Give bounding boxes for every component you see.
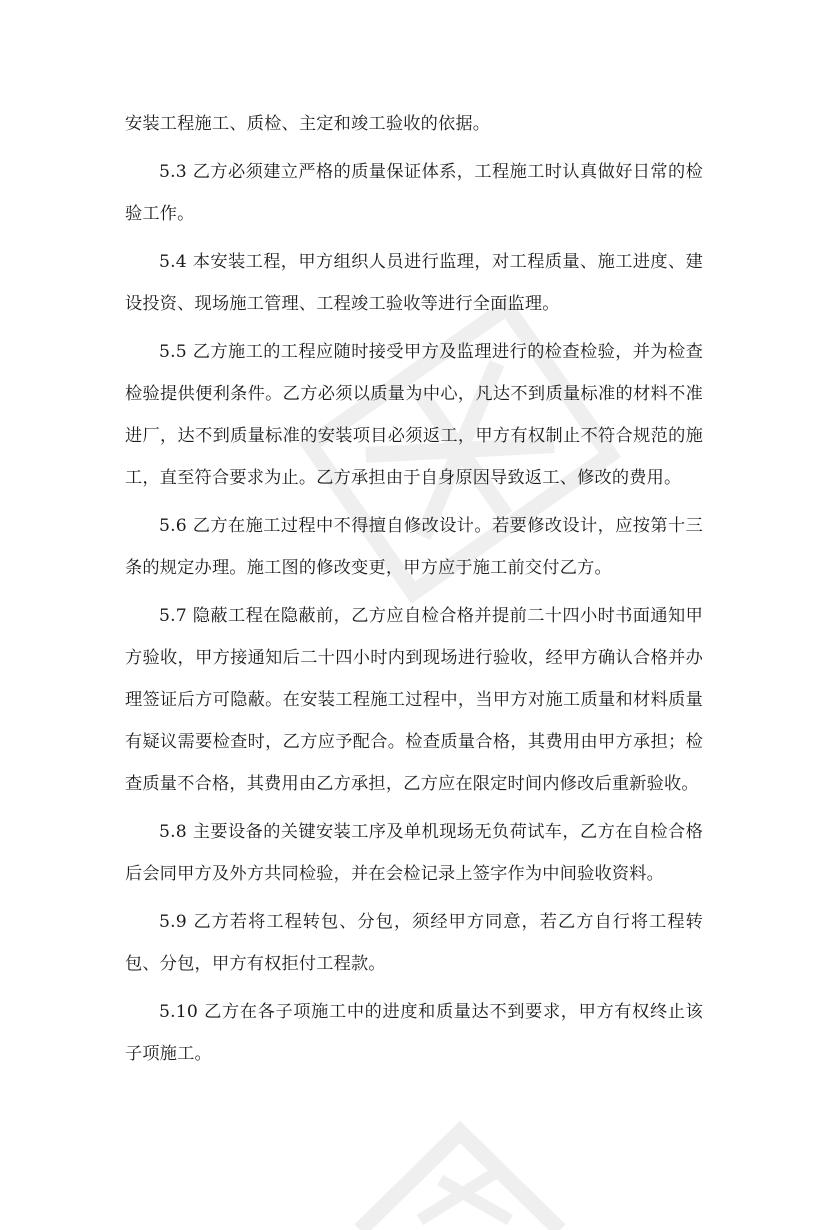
clause-5-7: 5.7 隐蔽工程在隐蔽前，乙方应自检合格并提前二十四小时书面通知甲方验收，甲方接通知后二十四小时内到现场进行验收，经甲方确认合格并办理签证后方可隐蔽。在安装工程施工过程中，当甲方对施工质量和材料质量有疑议需要检查时，乙方应予配合。检查质量合格，其费用由甲方承担；检查质量不合格，其费用由乙方承担，乙方应在限定时间内修改后重新验收。 xyxy=(125,606,703,794)
clause-5-8: 5.8 主要设备的关键安装工序及单机现场无负荷试车，乙方在自检合格后会同甲方及外方共同检验，并在会检记录上签字作为中间验收资料。 xyxy=(125,822,703,884)
paragraph-continuation: 安装工程施工、质检、主定和竣工验收的依据。 xyxy=(125,114,491,134)
watermark-logo-icon xyxy=(300,1110,620,1230)
clause-5-10: 5.10 乙方在各子项施工中的进度和质量达不到要求，甲方有权终止该子项施工。 xyxy=(125,1002,703,1064)
document-body xyxy=(125,103,703,1081)
clause-5-9: 5.9 乙方若将工程转包、分包，须经甲方同意，若乙方自行将工程转包、分包，甲方有权拒付工程款。 xyxy=(125,912,703,974)
clause-5-3: 5.3 乙方必须建立严格的质量保证体系，工程施工时认真做好日常的检验工作。 xyxy=(125,162,703,224)
clause-5-4: 5.4 本安装工程，甲方组织人员进行监理，对工程质量、施工进度、建设投资、现场施工管理、工程竣工验收等进行全面监理。 xyxy=(125,252,703,314)
clause-5-5: 5.5 乙方施工的工程应随时接受甲方及监理进行的检查检验，并为检查检验提供便利条件。乙方必须以质量为中心，凡达不到质量标准的材料不准进厂，达不到质量标准的安装项目必须返工，甲方有权制止不符合规范的施工，直至符合要求为止。乙方承担由于自身原因导致返工、修改的费用。 xyxy=(125,342,703,488)
clause-5-6: 5.6 乙方在施工过程中不得擅自修改设计。若要修改设计，应按第十三条的规定办理。施工图的修改变更，甲方应于施工前交付乙方。 xyxy=(125,516,703,578)
